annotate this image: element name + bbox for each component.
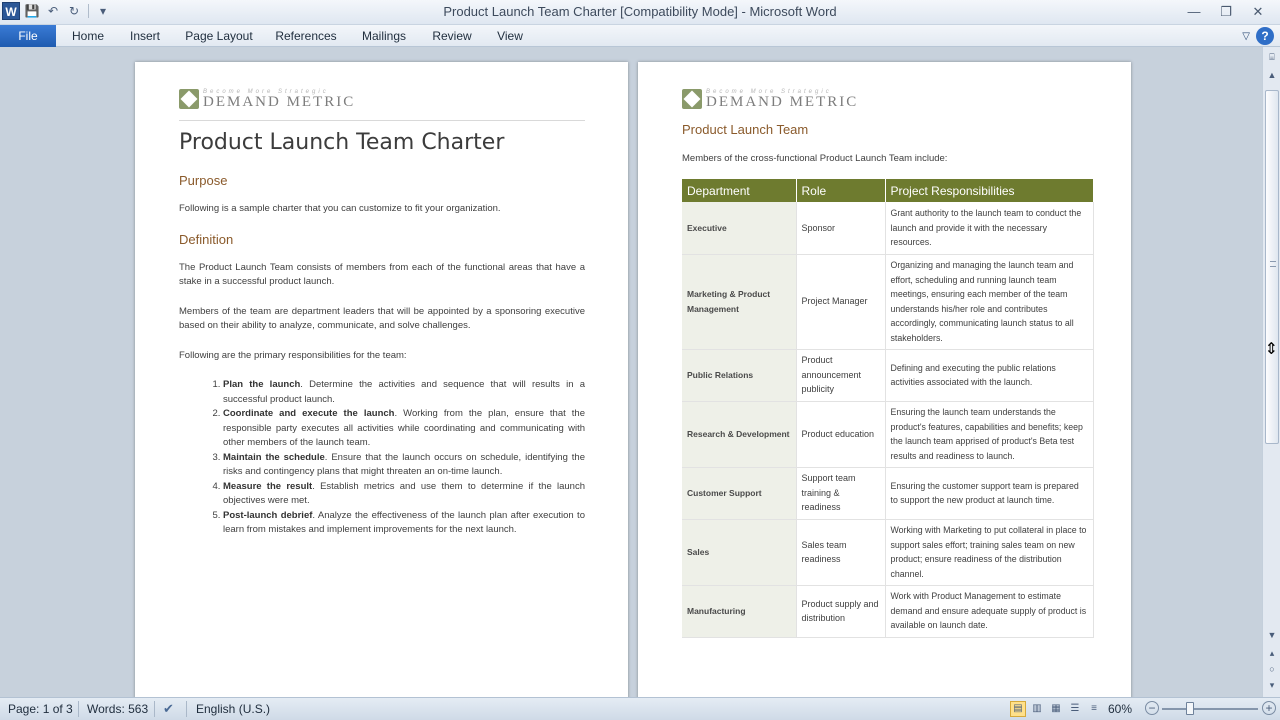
previous-page-button[interactable]: ▴ — [1269, 648, 1275, 658]
cell-responsibilities: Organizing and managing the launch team and effort, scheduling and running launch team meetings, ensuring each member of the team understands his/her role and contributes accordingly, communicating launch status to all stakeholders. — [885, 254, 1094, 349]
column-header-department: Department — [682, 179, 796, 202]
outline-view-icon[interactable]: ☰ — [1070, 703, 1080, 714]
cell-department: Sales — [682, 519, 796, 585]
document-area[interactable] — [0, 47, 1262, 697]
status-divider — [154, 701, 155, 717]
cell-department: Public Relations — [682, 349, 796, 401]
zoom-slider[interactable] — [1162, 708, 1258, 710]
column-header-role: Role — [796, 179, 885, 202]
ruler-toggle-icon[interactable]: ⌸ — [1269, 52, 1275, 62]
title-bar — [0, 0, 1280, 25]
tab-references[interactable]: References — [275, 29, 337, 43]
cell-department: Manufacturing — [682, 585, 796, 637]
tab-home[interactable]: Home — [71, 29, 104, 43]
list-item: 5. Post-launch debrief. Analyze the effectiveness of the launch plan after execution to learn from mistakes and implement improvements for the next launch. — [223, 509, 585, 538]
logo-mark-icon — [682, 89, 702, 109]
cell-responsibilities: Defining and executing the public relations activities associated with the launch. — [885, 349, 1094, 401]
cell-responsibilities: Working with Marketing to put collateral in place to support sales effort; training sales team on new product; ensure readiness of the distribution channel. — [885, 519, 1094, 585]
maximize-button[interactable]: ❐ — [1220, 4, 1232, 19]
purpose-heading: Purpose — [179, 173, 228, 188]
page-count[interactable]: Page: 1 of 3 — [8, 702, 73, 716]
language-indicator[interactable]: English (U.S.) — [196, 702, 271, 716]
ribbon-right-controls — [1242, 27, 1274, 45]
demand-metric-logo — [682, 89, 858, 109]
list-item: 1. Plan the launch. Determine the activities and sequence that will results in a successful product launch. — [223, 378, 585, 407]
print-layout-view-icon[interactable]: ▤ — [1010, 701, 1026, 717]
list-item: 2. Coordinate and execute the launch. Working from the plan, ensure that the responsible party executes all activities while coordinating and communicating with other members of the launch team. — [223, 407, 585, 451]
purpose-text: Following is a sample charter that you can customize to fit your organization. — [179, 203, 501, 214]
team-intro: Members of the cross-functional Product Launch Team include: — [682, 153, 948, 164]
tab-view[interactable]: View — [497, 29, 523, 43]
customize-qat-icon[interactable]: ▾ — [99, 4, 107, 18]
team-table — [682, 179, 1094, 638]
window-controls — [1178, 2, 1274, 22]
cell-department: Marketing & Product Management — [682, 254, 796, 349]
cell-role: Product announcement publicity — [796, 349, 885, 401]
qat-divider — [88, 4, 89, 18]
scroll-up-button[interactable]: ▲ — [1267, 70, 1277, 80]
definition-paragraph-3: Following are the primary responsibilities for the team: — [179, 349, 407, 361]
cell-role: Support team training & readiness — [796, 467, 885, 519]
proofing-check-icon[interactable]: ✔ — [163, 701, 174, 716]
tab-page-layout[interactable]: Page Layout — [185, 29, 253, 43]
document-page-2[interactable] — [638, 62, 1131, 697]
table-row — [682, 519, 1094, 585]
scroll-down-button[interactable]: ▼ — [1267, 630, 1277, 640]
logo-tagline: Become More Strategic — [203, 89, 329, 95]
cell-role: Sales team readiness — [796, 519, 885, 585]
list-item: 4. Measure the result. Establish metrics and use them to determine if the launch objectives were met. — [223, 480, 585, 509]
cell-responsibilities: Grant authority to the launch team to conduct the launch and provide it with the necessary resources. — [885, 202, 1094, 254]
minimize-button[interactable]: — — [1187, 4, 1201, 19]
window-title: Product Launch Team Charter [Compatibility Mode] - Microsoft Word — [443, 4, 837, 19]
tab-insert[interactable]: Insert — [129, 29, 160, 43]
page1-body — [179, 130, 585, 538]
logo-name: DEMAND METRIC — [706, 94, 859, 110]
cell-role: Product supply and distribution — [796, 585, 885, 637]
undo-icon[interactable]: ↶ — [47, 4, 59, 18]
definition-heading: Definition — [179, 231, 234, 247]
table-header-row — [682, 179, 1094, 202]
vertical-scrollbar[interactable] — [1262, 47, 1280, 697]
list-item: 3. Maintain the schedule. Ensure that the launch occurs on schedule, identifying the risks and contingency plans that might threaten an on-time launch. — [223, 451, 585, 480]
status-divider — [78, 701, 79, 717]
responsibilities-list — [223, 378, 585, 538]
ribbon-tab-bar — [0, 25, 1280, 47]
cell-role: Project Manager — [796, 254, 885, 349]
logo-tagline: Become More Strategic — [706, 89, 832, 95]
next-page-button[interactable]: ▾ — [1269, 680, 1275, 690]
definition-paragraph-2: Members of the team are department leaders that will be appointed by a sponsoring executive based on their ability to analyze, communicate, and solve challenges. — [179, 305, 585, 331]
status-bar — [0, 697, 1280, 720]
table-row — [682, 401, 1094, 467]
document-page-1[interactable] — [135, 62, 628, 697]
ribbon-collapse-icon[interactable]: ▽ — [1242, 30, 1250, 42]
zoom-out-button[interactable]: − — [1145, 701, 1159, 715]
definition-paragraph-1: The Product Launch Team consists of members from each of the functional areas that have a stake in a successful product launch. — [179, 261, 585, 287]
full-screen-reading-view-icon[interactable]: ▥ — [1032, 703, 1042, 714]
column-header-responsibilities: Project Responsibilities — [885, 179, 1094, 202]
tab-mailings[interactable]: Mailings — [361, 29, 406, 43]
scroll-thumb[interactable] — [1265, 90, 1279, 444]
document-title: Product Launch Team Charter — [179, 130, 505, 155]
cell-responsibilities: Ensuring the customer support team is prepared to support the new product at launch time. — [885, 467, 1094, 519]
web-layout-view-icon[interactable]: ▦ — [1051, 703, 1061, 714]
cell-department: Customer Support — [682, 467, 796, 519]
word-count[interactable]: Words: 563 — [87, 702, 149, 716]
table-row — [682, 202, 1094, 254]
help-icon[interactable]: ? — [1256, 27, 1274, 45]
tab-review[interactable]: Review — [432, 29, 472, 43]
cell-role: Sponsor — [796, 202, 885, 254]
header-divider — [179, 120, 585, 121]
cell-department: Research & Development — [682, 401, 796, 467]
cell-department: Executive — [682, 202, 796, 254]
status-divider — [186, 701, 187, 717]
zoom-level[interactable]: 60% — [1108, 702, 1133, 716]
tab-file[interactable]: File — [0, 25, 56, 47]
page2-body — [682, 122, 1094, 638]
save-icon[interactable]: 💾 — [24, 4, 40, 18]
demand-metric-logo — [179, 89, 355, 109]
mouse-cursor-icon: ⇕ — [1264, 341, 1278, 358]
draft-view-icon[interactable]: ≡ — [1091, 703, 1097, 714]
cell-role: Product education — [796, 401, 885, 467]
scroll-grip-icon — [1270, 261, 1276, 267]
table-row — [682, 585, 1094, 637]
cell-responsibilities: Ensuring the launch team understands the product's features, capabilities and benefits; keep the launch team apprised of product's Beta test results and readiness to launch. — [885, 401, 1094, 467]
redo-icon[interactable]: ↻ — [68, 4, 80, 18]
table-row — [682, 254, 1094, 349]
logo-mark-icon — [179, 89, 199, 109]
table-row — [682, 349, 1094, 401]
cell-responsibilities: Work with Product Management to estimate demand and ensure adequate supply of product is available on launch date. — [885, 585, 1094, 637]
zoom-slider-thumb[interactable] — [1186, 702, 1194, 715]
word-app-icon[interactable]: W — [2, 2, 20, 20]
table-row — [682, 467, 1094, 519]
close-button[interactable]: ✕ — [1252, 4, 1264, 19]
logo-name: DEMAND METRIC — [203, 94, 356, 110]
team-heading: Product Launch Team — [682, 122, 809, 137]
quick-access-toolbar — [2, 2, 112, 20]
select-browse-object-button[interactable]: ○ — [1269, 664, 1275, 674]
zoom-in-button[interactable]: + — [1262, 701, 1276, 715]
